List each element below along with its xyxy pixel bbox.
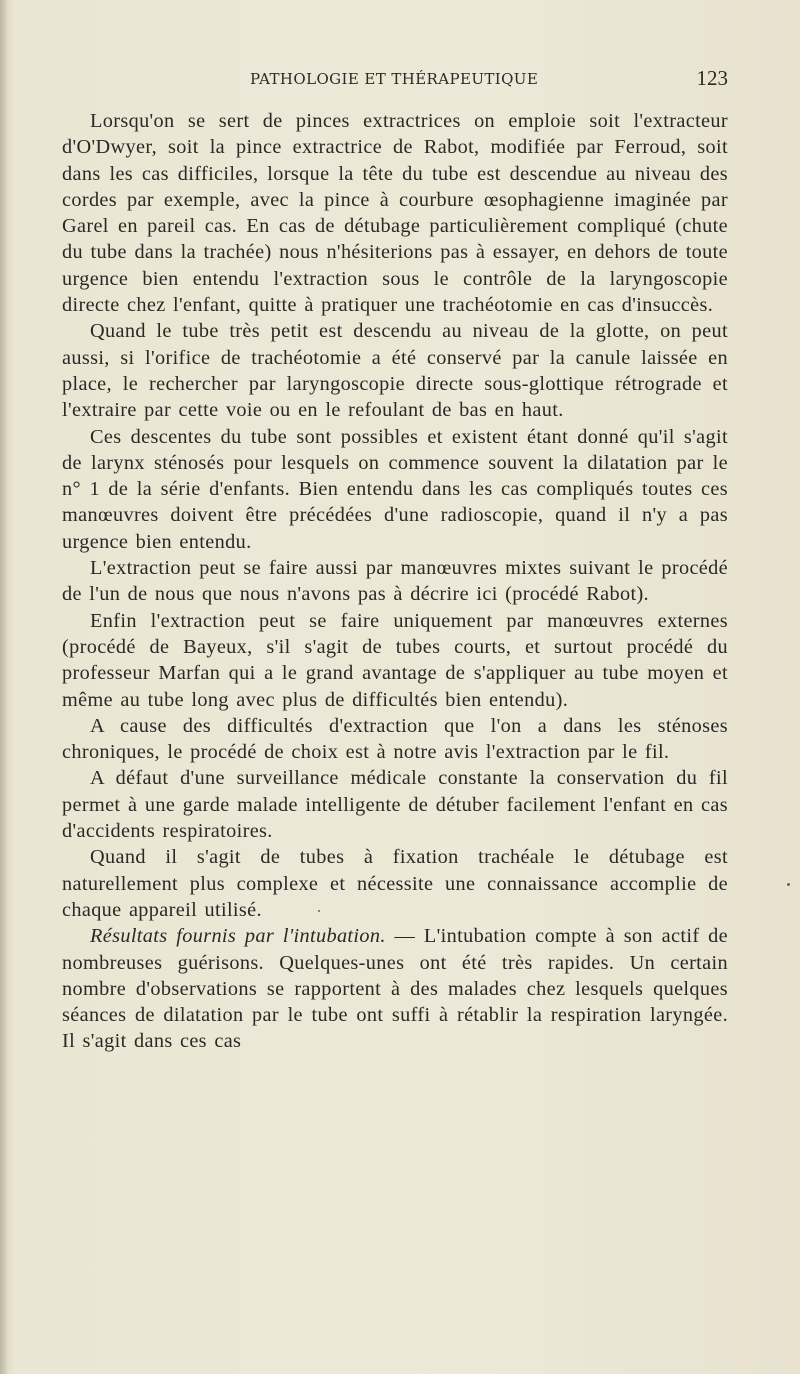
paragraph-tube-glotte: Quand le tube très petit est descendu au niveau de la glotte, on peut aussi, si l'orifice de trachéotomie a été conservé par la canule laissée en place, le rechercher par laryngoscopie directe sous-glottique rétrograde et l'extraire par cette voie ou en le refoulant de bas en haut. — [62, 320, 728, 422]
body-text — [62, 108, 728, 1055]
page-header — [250, 64, 728, 94]
paragraph-fixation-tracheale: Quand il s'agit de tubes à fixation trachéale le détubage est naturellement plus complexe et nécessite une connaissance accomplie de chaque appareil utilisé. — [62, 846, 728, 921]
section-heading-italic: Résultats fournis par l'intubation. — [90, 925, 386, 948]
page-binding-shadow — [0, 0, 7, 1374]
paragraph-conservation-fil: A défaut d'une surveillance médicale constante la conservation du fil permet à une garde malade intelligente de détuber facilement l'enfant en cas d'accidents respiratoires. — [62, 767, 728, 843]
paper-speck — [787, 883, 790, 886]
paragraph-descentes-tube: Ces descentes du tube sont possibles et existent étant donné qu'il s'agit de larynx sténosés pour lesquels on commence souvent la dilatation par le n° 1 de la série d'enfants. Bien entendu dans les cas compliqués toutes ces manœuvres doivent être précédées d'une radioscopie, quand il n'y a pas urgence bien entendu. — [62, 425, 728, 553]
running-head: PATHOLOGIE ET THÉRAPEUTIQUE — [250, 70, 539, 88]
paragraph-manoeuvres-mixtes: L'extraction peut se faire aussi par manœuvres mixtes suivant le procédé de l'un de nous que nous n'avons pas à décrire ici (procédé Rabot). — [62, 557, 728, 606]
paragraph-resultats-text: — L'intubation compte à son actif de nombreuses guérisons. Quelques-unes ont été très rapides. Un certain nombre d'observations se rapportent à des malades chez lesquels quelques séances de dilatation par le tube ont suffi à rétablir la respiration laryngée. Il s'agit dans ces cas — [62, 925, 728, 1053]
paragraph-extraction-fil: A cause des difficultés d'extraction que l'on a dans les sténoses chroniques, le procédé de choix est à notre avis l'extraction par le fil. — [62, 714, 728, 764]
paragraph-manoeuvres-externes: Enfin l'extraction peut se faire uniquement par manœuvres externes (procédé de Bayeux, s'il s'agit de tubes courts, et surtout procédé du professeur Marfan qui a le grand avantage de s'appliquer au tube moyen et même au tube long avec plus de difficultés bien entendu). — [62, 609, 728, 711]
paragraph-resultats — [62, 923, 728, 1054]
paper-speck — [318, 910, 320, 912]
page-number: 123 — [696, 66, 728, 90]
paragraph-pinces-extractrices: Lorsqu'on se sert de pinces extractrices on emploie soit l'extracteur d'O'Dwyer, soit la pince extractrice de Rabot, modifiée par Ferroud, soit dans les cas difficiles, lorsque la tête du tube est descendue au niveau des cordes par exemple, avec la pince à courbure œsophagienne imaginée par Garel en pareil cas. En cas de détubage particulièrement compliqué (chute du tube dans la trachée) nous n'hésiterions pas à essayer, en dehors de toute urgence bien entendu l'extraction sous le contrôle de la laryngoscopie directe chez l'enfant, quitte à pratiquer une trachéotomie en cas d'insuccès. — [62, 110, 728, 317]
